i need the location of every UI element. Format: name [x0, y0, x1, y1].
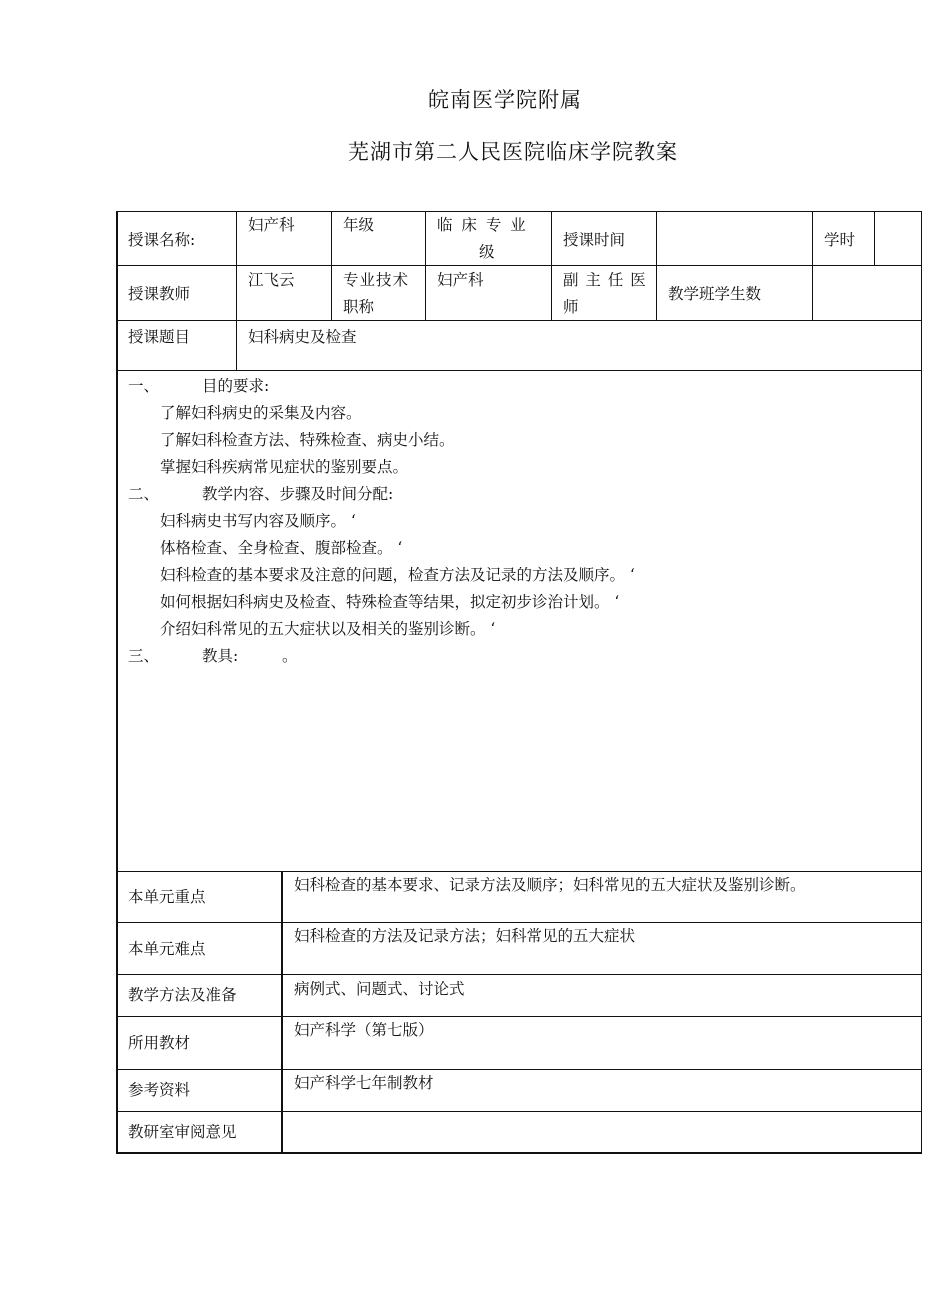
document-header-line1: 皖南医学院附属 [428, 88, 582, 112]
section-2-item: 介绍妇科常见的五大症状以及相关的鉴别诊断。 ‘ [160, 620, 496, 638]
lecture-time-label: 授课时间 [563, 231, 626, 249]
teacher-value: 江飞云 [248, 271, 295, 289]
rank-value-line1: 副 主 任 医 [563, 271, 647, 289]
section-2-item: 妇科病史书写内容及顺序。 ‘ [160, 512, 356, 530]
grade-label: 年级 [343, 216, 375, 234]
hours-label: 学时 [824, 231, 856, 249]
key-points-value: 妇科检查的基本要求、记录方法及顺序；妇科常见的五大症状及鉴别诊断。 [294, 876, 806, 894]
teaching-method-label: 教学方法及准备 [128, 986, 237, 1004]
section-2-item: 体格检查、全身检查、腹部检查。 ‘ [160, 539, 403, 557]
difficult-points-value: 妇科检查的方法及记录方法；妇科常见的五大症状 [294, 927, 636, 945]
student-count-label: 教学班学生数 [668, 285, 762, 303]
grade-value-line1: 临 床 专 业 [437, 216, 528, 234]
course-name-label: 授课名称: [128, 231, 196, 249]
rank-value-line2: 师 [563, 298, 579, 316]
section-1-number: 一、 [128, 377, 160, 395]
section-1-title: 目的要求: [202, 377, 270, 395]
review-opinion-label: 教研室审阅意见 [128, 1123, 237, 1141]
section-1-item: 了解妇科检查方法、特殊检查、病史小结。 [160, 431, 455, 449]
references-value: 妇产科学七年制教材 [294, 1074, 434, 1092]
teaching-method-value: 病例式、问题式、讨论式 [294, 980, 465, 998]
section-2-item: 妇科检查的基本要求及注意的问题，检查方法及记录的方法及顺序。 ‘ [160, 566, 635, 584]
section-2-item: 如何根据妇科病史及检查、特殊检查等结果，拟定初步诊治计划。 ‘ [160, 593, 620, 611]
topic-value: 妇科病史及检查 [248, 328, 357, 346]
section-3-number: 三、 [128, 647, 160, 665]
professional-title-label-line2: 职称 [343, 298, 375, 316]
difficult-points-label: 本单元难点 [128, 940, 206, 958]
key-points-label: 本单元重点 [128, 888, 206, 906]
teacher-label: 授课教师 [128, 285, 191, 303]
professional-title-label-line1: 专业技术 [343, 271, 410, 289]
section-3-title: 教具: [202, 647, 239, 665]
grade-value-line2: 级 [479, 243, 495, 261]
department-value: 妇产科 [437, 271, 484, 289]
textbook-label: 所用教材 [128, 1034, 191, 1052]
section-1-item: 掌握妇科疾病常见症状的鉴别要点。 [160, 458, 409, 476]
textbook-value: 妇产科学（第七版） [294, 1021, 434, 1039]
section-3-value: 。 [282, 647, 298, 665]
section-2-title: 教学内容、步骤及时间分配: [202, 485, 394, 503]
references-label: 参考资料 [128, 1081, 191, 1099]
section-1-item: 了解妇科病史的采集及内容。 [160, 404, 362, 422]
topic-label: 授课题目 [128, 328, 191, 346]
document-header-line2: 芜湖市第二人民医院临床学院教案 [348, 140, 678, 164]
section-2-number: 二、 [128, 485, 160, 503]
course-name-value: 妇产科 [248, 216, 295, 234]
